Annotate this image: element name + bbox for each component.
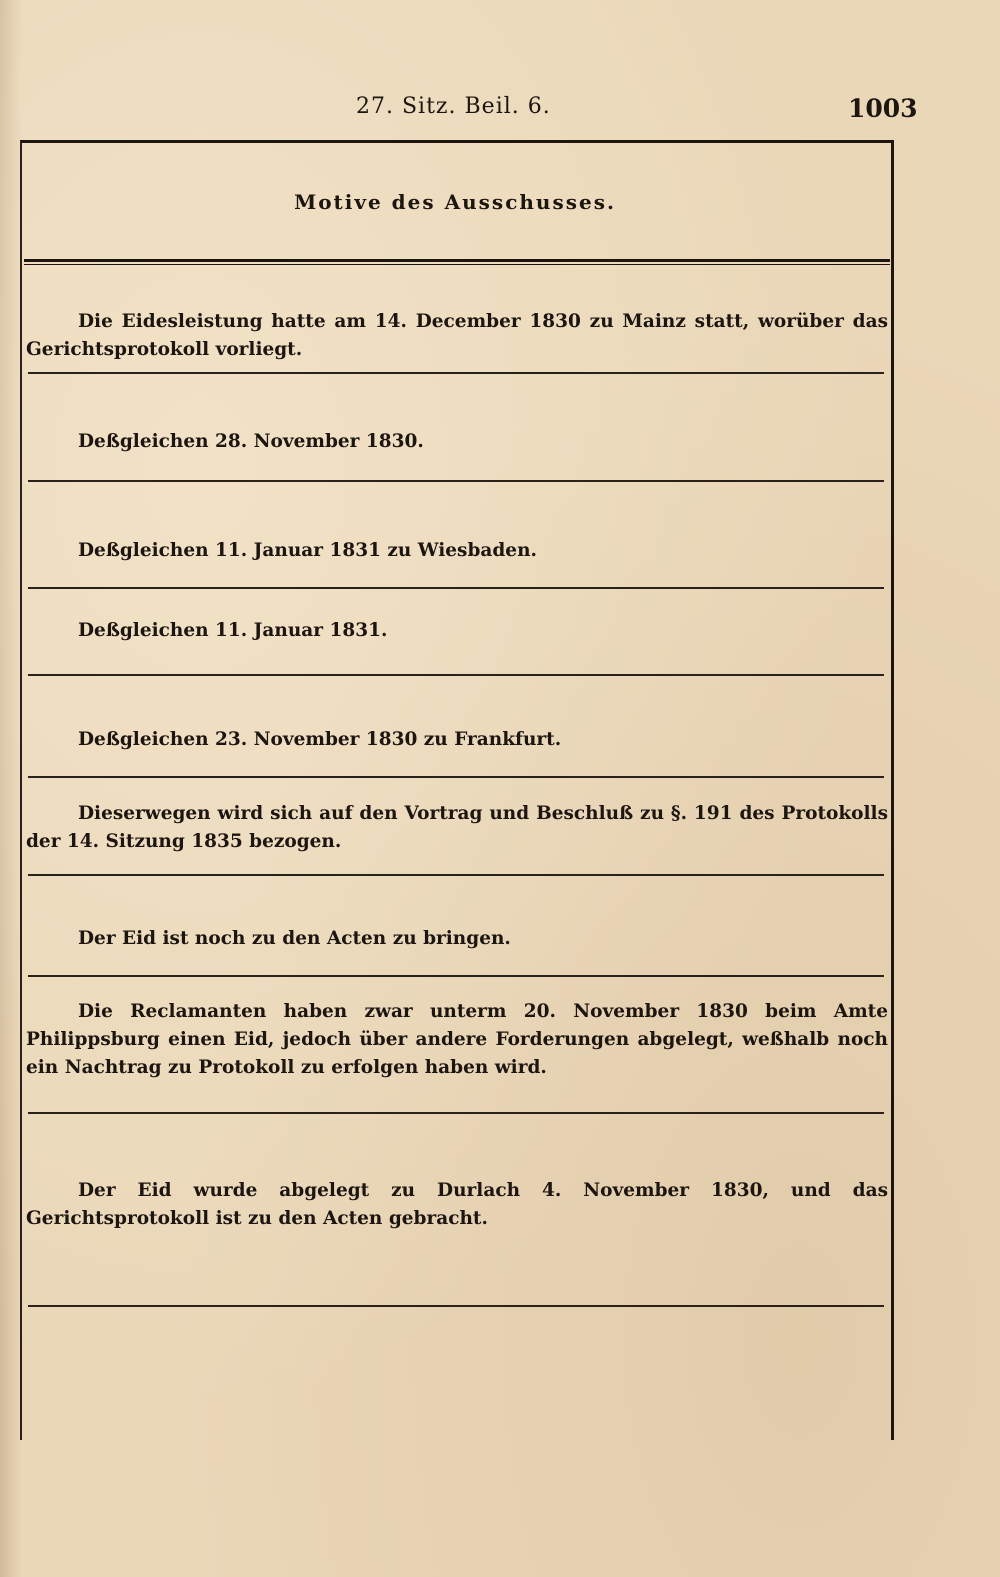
entry-divider bbox=[28, 874, 884, 876]
entry-text: Deßgleichen 28. November 1830. bbox=[78, 431, 424, 452]
entry-text: Die Eidesleistung hatte am 14. December 1830 zu Mainz statt, worüber das Gerichtsprotokoll vorliegt. bbox=[26, 311, 888, 360]
entry-text: Deßgleichen 11. Januar 1831. bbox=[78, 620, 388, 641]
section-title: Motive des Ausschusses. bbox=[294, 190, 616, 214]
entry-text: Der Eid ist noch zu den Acten zu bringen. bbox=[78, 928, 511, 949]
entry-text: Deßgleichen 23. November 1830 zu Frankfurt. bbox=[78, 729, 562, 750]
entry-6 bbox=[26, 800, 888, 856]
entry-divider bbox=[28, 674, 884, 676]
page-number: 1003 bbox=[848, 94, 918, 123]
page-header bbox=[0, 88, 1000, 128]
entry-divider bbox=[28, 480, 884, 482]
entry-3 bbox=[26, 537, 888, 565]
entry-8 bbox=[26, 998, 888, 1082]
entry-7 bbox=[26, 925, 888, 953]
entry-4 bbox=[26, 617, 888, 645]
entry-divider bbox=[28, 1112, 884, 1114]
entry-divider bbox=[28, 587, 884, 589]
entry-text: Dieserwegen wird sich auf den Vortrag und Beschluß zu §. 191 des Protokolls der 14. Sitzung 1835 bezogen. bbox=[26, 803, 888, 852]
entry-text: Die Reclamanten haben zwar unterm 20. November 1830 beim Amte Philippsburg einen Eid, jedoch über andere Forderungen abgelegt, weßhalb noch ein Nachtrag zu Protokoll zu erfolgen haben wird. bbox=[26, 1001, 888, 1078]
entry-divider bbox=[28, 975, 884, 977]
title-divider-thin bbox=[24, 264, 890, 265]
entry-divider bbox=[28, 372, 884, 374]
title-divider bbox=[24, 259, 890, 262]
entry-divider bbox=[28, 776, 884, 778]
running-head: 27. Sitz. Beil. 6. bbox=[356, 94, 551, 119]
entry-2 bbox=[26, 428, 888, 456]
entry-divider bbox=[28, 1305, 884, 1307]
entry-text: Deßgleichen 11. Januar 1831 zu Wiesbaden. bbox=[78, 540, 537, 561]
entry-text: Der Eid wurde abgelegt zu Durlach 4. November 1830, und das Gerichtsprotokoll ist zu den Acten gebracht. bbox=[26, 1180, 888, 1229]
entry-9 bbox=[26, 1177, 888, 1233]
entry-5 bbox=[26, 726, 888, 754]
entry-1 bbox=[26, 308, 888, 364]
